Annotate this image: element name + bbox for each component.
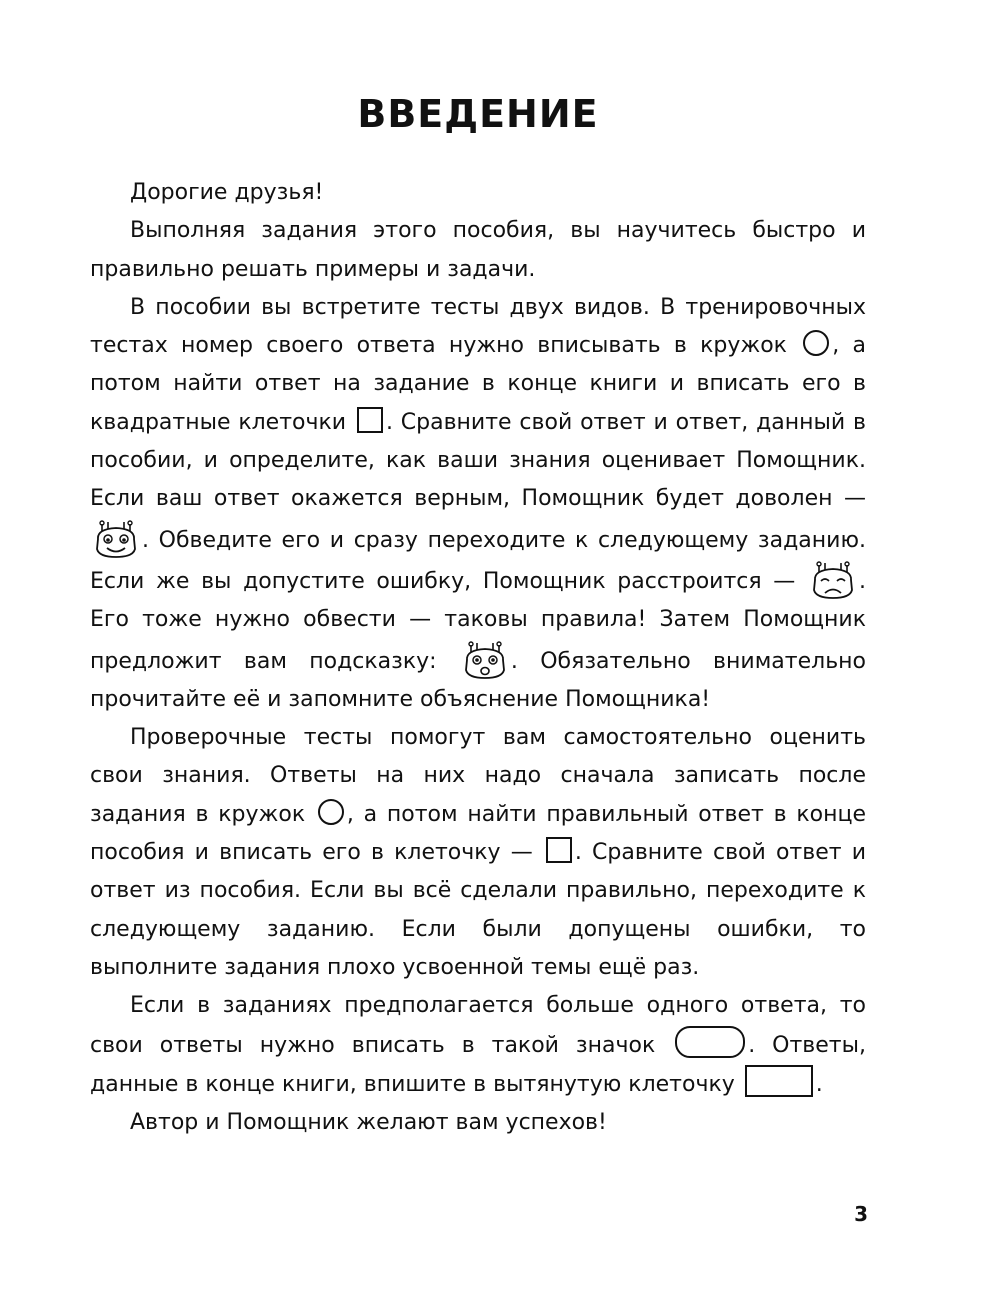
multi-text-3: . bbox=[815, 1071, 823, 1097]
check-text-1: Проверочные тесты помогут вам самостоятельно оценить свои знания. Ответы на них надо сначала записать после задания в кружок bbox=[90, 725, 866, 827]
page-title: ВВЕДЕНИЕ bbox=[357, 92, 599, 136]
multi-text-2: . Ответы, данные в конце книги, впишите в вытянутую клеточку bbox=[90, 1032, 866, 1097]
check-text-2: , а потом найти правильный ответ в конце пособия и вписать его в клеточку — bbox=[90, 801, 866, 866]
training-text-6: . Обязательно внимательно прочитайте её и запомните объяснение Помощника! bbox=[90, 648, 867, 712]
greeting-text: Дорогие друзья! bbox=[130, 180, 324, 205]
training-text-2: , а потом найти ответ на задание в конце книги и вписать его в квадратные клеточки bbox=[90, 333, 866, 435]
paragraph-check-tests bbox=[90, 719, 866, 987]
sad-helper-icon bbox=[810, 560, 856, 600]
oval-answer-icon bbox=[675, 1026, 745, 1058]
circle-answer-icon bbox=[803, 330, 829, 356]
long-rectangle-icon bbox=[745, 1065, 813, 1097]
hint-helper-icon bbox=[462, 640, 508, 680]
square-answer-icon bbox=[357, 407, 383, 433]
training-text-5: . Его тоже нужно обвести — таковы правила! Затем Помощник предложит вам подсказку: bbox=[90, 568, 866, 674]
paragraph-training-tests bbox=[90, 289, 866, 719]
training-text-4: . Обведите его и сразу переходите к следующему заданию. Если же вы допустите ошибку, Помощник расстроится — bbox=[90, 527, 866, 594]
square-answer-icon bbox=[546, 837, 572, 863]
circle-answer-icon bbox=[318, 799, 344, 825]
happy-helper-icon bbox=[93, 519, 139, 559]
purpose-text: Выполняя задания этого пособия, вы научитесь быстро и правильно решать примеры и задачи. bbox=[90, 218, 866, 282]
wishes-text: Автор и Помощник желают вам успехов! bbox=[130, 1110, 607, 1136]
paragraph-purpose bbox=[90, 212, 866, 289]
introduction-text bbox=[90, 174, 866, 1142]
paragraph-wishes bbox=[90, 1104, 866, 1142]
multi-text-1: Если в заданиях предполагается больше одного ответа, то свои ответы нужно вписать в такой значок bbox=[90, 993, 866, 1058]
training-text-3: . Сравните свой ответ и ответ, данный в пособии, и определите, как ваши знания оценивает Помощник. Если ваш ответ окажется верным, Помощник будет доволен — bbox=[90, 409, 867, 512]
check-text-3: . Сравните свой ответ и ответ из пособия. Если вы всё сделали правильно, переходите к следующему заданию. Если были допущены ошибки, то выполните задания плохо усвоенной темы ещё раз. bbox=[90, 840, 866, 980]
training-text-1: В пособии вы встретите тесты двух видов. В тренировочных тестах номер своего ответа нужно вписывать в кружок bbox=[90, 294, 866, 359]
page-number: 3 bbox=[854, 1202, 868, 1226]
greeting-paragraph bbox=[90, 174, 866, 212]
paragraph-multiple-answers bbox=[90, 987, 866, 1104]
